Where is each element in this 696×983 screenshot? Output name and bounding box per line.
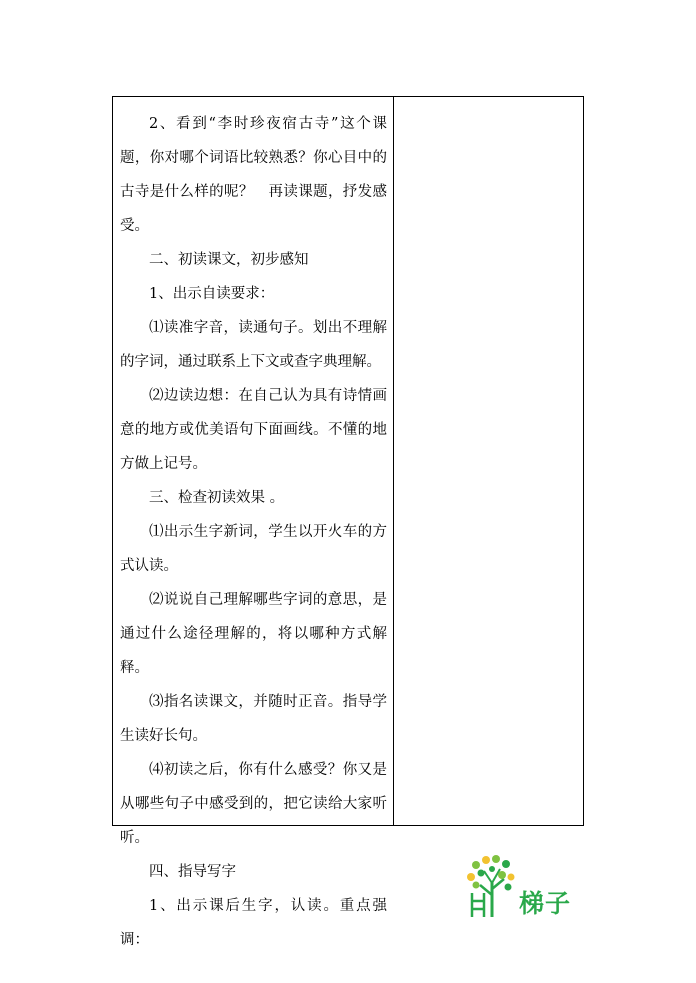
lesson-content bbox=[113, 97, 393, 957]
paragraph-self-reading: 1、出示自读要求： bbox=[149, 286, 275, 302]
notes-cell bbox=[394, 97, 583, 825]
list-item: ⑴出示生字新词，学生以开火车的方式认读。 bbox=[120, 524, 387, 574]
heading-check-reading: 三、检查初读效果 。 bbox=[149, 490, 285, 506]
heading-writing: 四、指导写字 bbox=[149, 864, 236, 880]
paragraph-new-characters: 1、出示课后生字，认读。重点强调： bbox=[120, 898, 387, 948]
list-item: ⑴读准字音，读通句子。划出不理解的字词，通过联系上下文或查字典理解。 bbox=[120, 320, 387, 370]
list-item: ⑶指名读课文，并随时正音。指导学生读好长句。 bbox=[120, 694, 387, 744]
heading-first-reading: 二、初读课文，初步感知 bbox=[149, 252, 309, 268]
logo-text: 梯子 bbox=[519, 889, 572, 918]
list-item: ⑵边读边想：在自己认为具有诗情画意的地方或优美语句下面画线。不懂的地方做上记号。 bbox=[120, 388, 387, 472]
paragraph-reading-title: 2、看到“李时珍夜宿古寺”这个课题，你对哪个词语比较熟悉？你心目中的古寺是什么样的呢？ 再读课题，抒发感受。 bbox=[120, 116, 387, 234]
lesson-content-cell bbox=[113, 97, 394, 948]
list-item: ⑷初读之后，你有什么感受？你又是从哪些句子中感受到的，把它读给大家听听。 bbox=[120, 762, 387, 846]
list-item: ⑵说说自己理解哪些字词的意思，是通过什么途径理解的，将以哪种方式解释。 bbox=[120, 592, 387, 676]
